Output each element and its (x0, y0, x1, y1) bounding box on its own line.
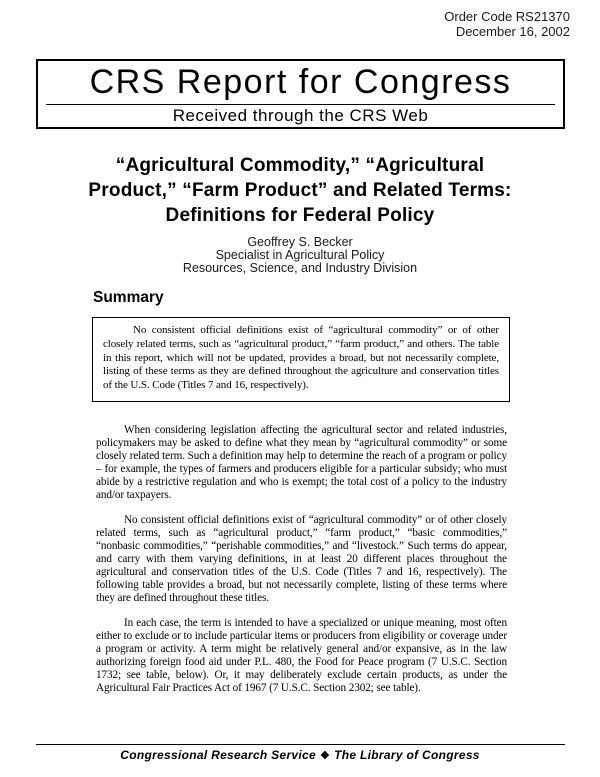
report-title-line-3: Definitions for Federal Policy (165, 205, 435, 226)
masthead-subtitle: Received through the CRS Web (172, 106, 429, 125)
author-name: Geoffrey S. Becker (247, 235, 353, 249)
summary-box (92, 317, 510, 402)
report-body (96, 424, 507, 707)
masthead-title: CRS Report for Congress (89, 63, 512, 101)
crs-masthead-box (36, 59, 565, 129)
report-title-line-2: Product,” “Farm Product” and Related Terms: (88, 180, 512, 201)
report-title-line-1: “Agricultural Commodity,” “Agricultural (115, 155, 485, 176)
diamond-icon: ❖ (320, 750, 331, 762)
author-division: Resources, Science, and Industry Division (182, 261, 418, 275)
body-paragraph: When considering legislation affecting the agricultural sector and related industries, policymakers may be asked to define what they mean by “agricultural commodity” or some closely related term. Such a definition may help to determine the reach of a program or policy – for example, the types of farmers and producers eligible for a particular subsidy; who must abide by a restrictive regulation and who is exempt; the total cost of a policy to the industry and/or taxpayers. (96, 424, 507, 501)
order-code-block (444, 10, 570, 39)
summary-text: No consistent official definitions exist of “agricultural commodity” or of other closely related terms, such as “agricultural product,” “farm product,” and others. The table in this report, which will not be updated, provides a broad, but not necessarily complete, listing of these terms as they are defined throughout the agriculture and conservation titles of the U.S. Code (Titles 7 and 16, respectively). (103, 324, 499, 392)
summary-heading: Summary (93, 289, 164, 306)
byline-block (0, 236, 600, 275)
order-code: Order Code RS21370 (444, 9, 570, 24)
footer-service-name: Congressional Research Service (120, 748, 316, 762)
body-paragraph: No consistent official definitions exist of “agricultural commodity” or of other closely related terms, such as “agricultural product,” “farm product,” “basic commodities,” “nonbasic commodities,” “perishable commodities,” and “livestock.” Such terms do appear, and carry with them varying definitions, in at least 20 different places throughout the agricultural and conservation titles of the U.S. Code (Titles 7 and 16, respectively). The following table provides a broad, but not necessarily complete, listing of these terms where they are defined throughout these titles. (96, 514, 507, 604)
report-date: December 16, 2002 (455, 23, 570, 39)
footer-divider (36, 744, 565, 745)
footer-library-name: The Library of Congress (334, 748, 480, 762)
body-paragraph: In each case, the term is intended to have a specialized or unique meaning, most often either to exclude or to include particular items or producers from eligibility or coverage under a program or activity. A term might be relatively general and/or expansive, as in the law authorizing foreign food aid under P.L. 480, the Food for Peace program (7 U.S.C. Section 1732; see table, below). Or, it may deliberately exclude certain products, as under the Agricultural Fair Practices Act of 1967 (7 U.S.C. Section 2302; see table). (96, 617, 507, 694)
author-role: Specialist in Agricultural Policy (215, 248, 385, 262)
report-title (0, 153, 600, 228)
footer (0, 748, 600, 762)
